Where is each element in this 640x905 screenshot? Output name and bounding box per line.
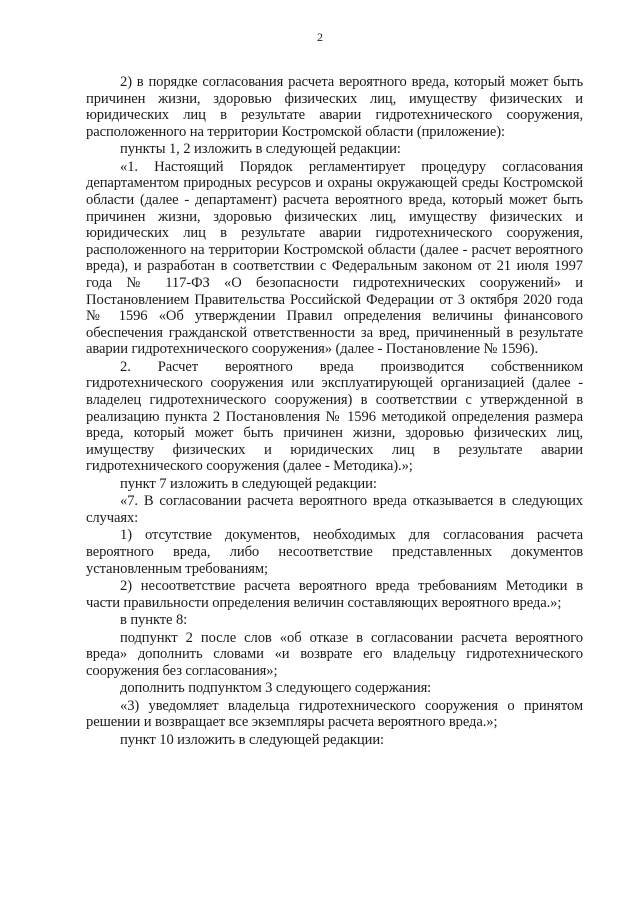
paragraph: в пункте 8: <box>120 612 188 629</box>
paragraph: «1. Настоящий Порядок регламентирует процедуру согласования департаментом природных ресурсов и охраны окружающей среды Костромской области (далее - департамент) расчета вероятного вреда, который может быть причинен жизни, здоровью физических лиц, имуществу физических и юридических лиц в результате аварии гидротехнического сооружения, расположенного на территории Костромской области (далее - расчет вероятного вреда), и разработан в соответствии с Федеральным законом от 21 июля 1997 года № 117-ФЗ «О безопасности гидротехнических сооружений» и Постановлением Правительства Российской Федерации от 3 октября 2020 года № 1596 «Об утверждении Правил определения величины финансового обеспечения гражданской ответственности за вред, причиненный в результате аварии гидротехнического сооружения» (далее - Постановление № 1596). <box>86 158 583 358</box>
paragraph: 2) в порядке согласования расчета вероятного вреда, который может быть причинен жизни, здоровью физических лиц, имуществу физических и юридических лиц в результате аварии гидротехнического сооружения, расположенного на территории Костромской области (приложение): <box>86 74 583 140</box>
paragraph: «7. В согласовании расчета вероятного вреда отказывается в следующих случаях: <box>86 493 583 526</box>
paragraph: пункты 1, 2 изложить в следующей редакции: <box>120 141 401 158</box>
paragraph: 1) отсутствие документов, необходимых для согласования расчета вероятного вреда, либо несоответствие представленных документов установленным требованиям; <box>86 527 583 577</box>
page-number: 2 <box>317 30 323 44</box>
paragraph: пункт 10 изложить в следующей редакции: <box>120 731 384 748</box>
paragraph: подпункт 2 после слов «об отказе в согласовании расчета вероятного вреда» дополнить словами «и возврате его владельцу гидротехнического сооружения без согласования»; <box>86 629 583 679</box>
paragraph: 2) несоответствие расчета вероятного вреда требованиям Методики в части правильности определения величин составляющих вероятного вреда.»; <box>86 578 583 611</box>
paragraph: 2. Расчет вероятного вреда производится собственником гидротехнического сооружения или эксплуатирующей организацией (далее - владелец гидротехнического сооружения) в соответствии с утвержденной в реализацию пункта 2 Постановления № 1596 методикой определения размера вреда, который может быть причинен жизни, здоровью физических лиц, имуществу физических и юридических лиц в результате аварии гидротехнического сооружения (далее - Методика).»; <box>86 358 583 475</box>
paragraph: пункт 7 изложить в следующей редакции: <box>120 475 377 492</box>
paragraph: дополнить подпунктом 3 следующего содержания: <box>120 680 432 697</box>
document-body <box>86 74 583 749</box>
paragraph: «3) уведомляет владельца гидротехнического сооружения о принятом решении и возвращает все экземпляры расчета вероятного вреда.»; <box>86 697 583 731</box>
